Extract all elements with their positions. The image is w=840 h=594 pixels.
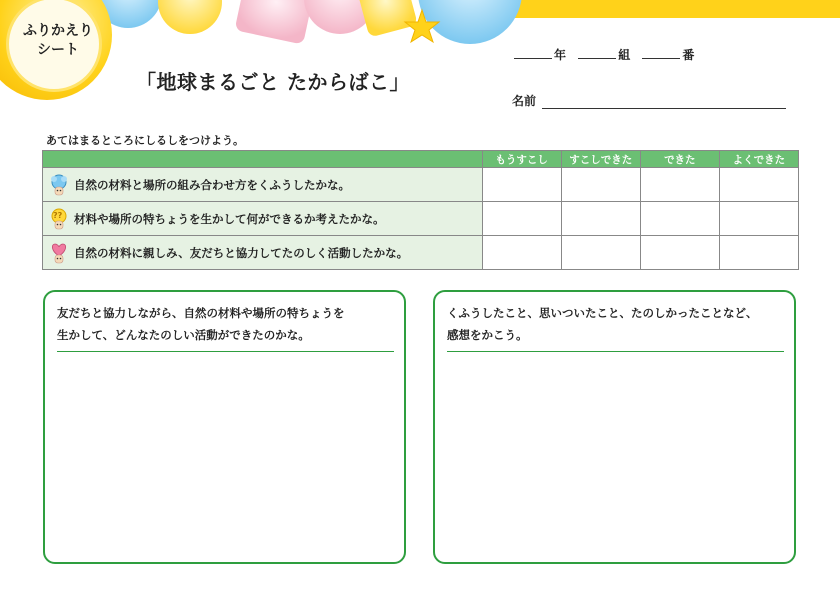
table-row	[43, 168, 799, 202]
name-row	[512, 92, 786, 109]
question-cell	[43, 202, 483, 236]
year-blank[interactable]	[514, 58, 552, 59]
class-label: 組	[618, 48, 631, 62]
header-level-3: できた	[640, 151, 719, 168]
prompt-line-1: 友だちと協力しながら、自然の材料や場所の特ちょうを	[57, 306, 345, 320]
year-label: 年	[554, 48, 567, 62]
rating-cell[interactable]	[561, 236, 640, 270]
rating-cell[interactable]	[482, 236, 561, 270]
question-cell	[43, 236, 483, 270]
number-label: 番	[682, 48, 695, 62]
name-label: 名前	[512, 94, 537, 108]
reflection-prompt-left	[57, 302, 392, 346]
table-row	[43, 202, 799, 236]
instruction-text: あてはまるところにしるしをつけよう。	[46, 134, 244, 147]
prompt-divider	[447, 351, 784, 352]
rating-cell[interactable]	[482, 202, 561, 236]
page-title: 「地球まるごと たからばこ」	[136, 70, 410, 94]
rating-cell[interactable]	[640, 236, 719, 270]
table-row	[43, 236, 799, 270]
rating-cell[interactable]	[561, 202, 640, 236]
prompt-divider	[57, 351, 394, 352]
prompt-line-1: くふうしたこと、思いついたこと、たのしかったことなど、	[447, 306, 758, 320]
rating-cell[interactable]	[640, 202, 719, 236]
header-blank	[43, 151, 483, 168]
class-info-row	[512, 46, 694, 63]
reflection-box-right	[433, 290, 796, 564]
pink-card	[235, 0, 316, 45]
prompt-line-2: 生かして、どんなたのしい活動ができたのかな。	[57, 328, 310, 342]
rating-cell[interactable]	[561, 168, 640, 202]
writing-area-left[interactable]	[57, 356, 392, 552]
rating-cell[interactable]	[482, 168, 561, 202]
pink-character-icon	[49, 242, 69, 264]
rating-cell[interactable]	[719, 202, 798, 236]
class-blank[interactable]	[578, 58, 616, 59]
reflection-prompt-right	[447, 302, 782, 346]
yellow-bubble	[158, 0, 222, 34]
sheet-badge-label	[8, 22, 108, 60]
question-cell	[43, 168, 483, 202]
badge-line-1: ふりかえり	[23, 23, 93, 39]
rating-cell[interactable]	[640, 168, 719, 202]
name-field[interactable]	[542, 97, 786, 109]
question-text: 自然の材料に親しみ、友だちと協力してたのしく活動したかな。	[74, 245, 409, 260]
rating-cell[interactable]	[719, 236, 798, 270]
blue-character-icon	[49, 174, 69, 196]
header-level-2: すこしできた	[561, 151, 640, 168]
question-text: 自然の材料と場所の組み合わせ方をくふうしたかな。	[74, 177, 350, 192]
yellow-card	[356, 0, 418, 38]
svg-text:??: ??	[53, 210, 63, 220]
header-level-4: よくできた	[719, 151, 798, 168]
rating-header-row	[43, 151, 799, 168]
yellow-character-icon	[49, 208, 69, 230]
reflection-box-left	[43, 290, 406, 564]
number-blank[interactable]	[642, 58, 680, 59]
writing-area-right[interactable]	[447, 356, 782, 552]
question-text: 材料や場所の特ちょうを生かして何ができるか考えたかな。	[74, 211, 385, 226]
header-level-1: もうすこし	[482, 151, 561, 168]
rating-cell[interactable]	[719, 168, 798, 202]
rating-table	[42, 150, 799, 270]
prompt-line-2: 感想をかこう。	[447, 328, 528, 342]
badge-line-2: シート	[37, 42, 79, 58]
